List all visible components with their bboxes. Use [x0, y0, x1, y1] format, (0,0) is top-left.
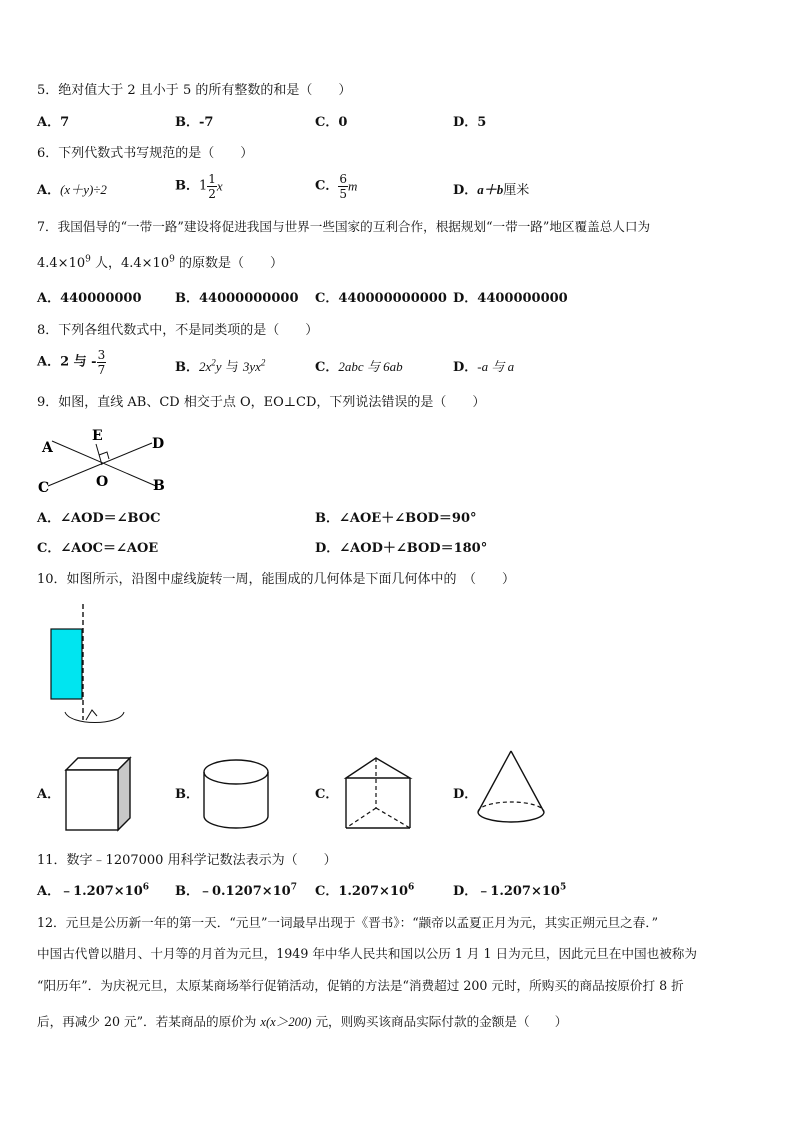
q8-b-term2: 3yx	[242, 359, 261, 374]
q11-d-text: D．﹣1.207×10	[453, 884, 560, 899]
label-c: C	[38, 480, 50, 496]
q11-c-exp: 6	[408, 882, 415, 893]
q7-option-d: D．4400000000	[453, 291, 568, 306]
q7-value-b: 人，4.4×10	[90, 256, 170, 271]
label-o: O	[96, 474, 109, 490]
q9-stem: 9．如图，直线 AB、CD 相交于点 O，EO⊥CD，下列说法错误的是（ ）	[37, 395, 486, 410]
q6-option-c-label: C．	[315, 178, 339, 194]
label-b: B	[153, 478, 165, 494]
q10-cone-shape	[474, 748, 548, 828]
q6-option-d-label: D．	[453, 183, 478, 198]
q8-b-exp1: 2	[211, 357, 216, 368]
q6-option-c-var: m	[348, 178, 358, 194]
q6-c-numerator: 6	[339, 172, 347, 186]
q6-option-a-label: A．	[37, 183, 61, 198]
q5-option-a: A．7	[37, 115, 70, 130]
q7-stem: 7．我国倡导的“一带一路”建设将促进我国与世界一些国家的互利合作，根据规划“一带一路”地区覆盖总人口为	[37, 219, 651, 234]
q6-option-b-fraction	[207, 172, 217, 201]
q8-option-d	[453, 358, 514, 377]
q10-rotation-figure	[40, 602, 130, 730]
q11-option-d	[453, 883, 566, 901]
q12-line3: “阳历年”．为庆祝元旦，太原某商场举行促销活动，促销的方法是“消费超过 200 元时，所购买的商品按原价打 8 折	[37, 978, 684, 993]
q6-b-denominator: 2	[208, 187, 216, 201]
q8-option-c-label: C．	[315, 360, 339, 375]
q7-option-b: B．44000000000	[175, 291, 299, 306]
q9-option-c: C．∠AOC＝∠AOE	[37, 541, 159, 556]
q8-a-denominator: 7	[97, 363, 106, 377]
q7-exp-a: 9	[85, 254, 91, 265]
label-e: E	[92, 428, 103, 444]
q6-stem: 6．下列代数式书写规范的是（ ）	[37, 146, 254, 161]
q10-cylinder-shape	[200, 756, 274, 832]
q10-cube-shape	[62, 754, 134, 832]
q8-option-d-label: D．	[453, 360, 478, 375]
q6-option-a	[37, 181, 107, 200]
q9-figure	[36, 422, 176, 498]
q8-option-c	[315, 358, 403, 377]
q10-option-b-label: B．	[175, 787, 199, 802]
q12-line4-expr: x(x＞200)	[260, 1015, 312, 1029]
q11-d-exp: 5	[559, 882, 567, 893]
q11-a-text: A．﹣1.207×10	[37, 884, 143, 899]
shaded-rectangle	[51, 629, 82, 699]
q8-b-exp2: 2	[260, 357, 266, 368]
q9-option-d: D．∠AOD＋∠BOD＝180°	[315, 541, 488, 556]
q6-option-b	[175, 172, 223, 208]
q10-option-d-label: D．	[453, 787, 478, 802]
q12-line2: 中国古代曾以腊月、十月等的月首为元旦，1949 年中华人民共和国以公历 1 月 1 日为元旦，因此元旦在中国也被称为	[37, 946, 697, 961]
q8-option-a-fraction	[97, 348, 107, 377]
q10-option-c-label: C．	[315, 787, 339, 802]
q12-line4-start: 后，再减少 20 元”．若某商品的原价为	[37, 1014, 261, 1029]
q5-option-b: B．-7	[175, 115, 214, 130]
q12-line4-end: 元，则购买该商品实际付款的金额是（ ）	[311, 1014, 568, 1029]
q8-option-c-expr: 2abc 与 6ab	[338, 359, 403, 374]
q11-stem: 11．数字﹣1207000 用科学记数法表示为（ ）	[37, 853, 337, 868]
q12-line1: 12．元旦是公历新一年的第一天．“元旦”一词最早出现于《晋书》：“颛帝以孟夏正月为元，其实正朔元旦之春．”	[37, 915, 659, 930]
q12-line4	[37, 1013, 567, 1031]
q7-value-a: 4.4×10	[37, 256, 86, 271]
q6-option-c	[315, 172, 357, 208]
q8-b-term1: 2x	[199, 359, 212, 374]
q11-a-exp: 6	[142, 882, 150, 893]
q6-option-d-expr: a＋b	[477, 182, 504, 197]
q8-option-b	[175, 358, 265, 377]
q8-option-a	[37, 348, 106, 384]
q5-stem: 5．绝对值大于 2 且小于 5 的所有整数的和是（ ）	[37, 83, 352, 98]
q8-b-and: 与	[221, 360, 243, 375]
q7-option-a: A．440000000	[37, 291, 142, 306]
q6-option-d	[453, 181, 529, 200]
q6-option-b-label: B．	[175, 178, 199, 194]
rotation-arrow-head	[86, 710, 97, 720]
q5-option-c: C．0	[315, 115, 348, 130]
q9-option-b: B．∠AOE＋∠BOD＝90°	[315, 511, 477, 526]
q5-option-d: D．5	[453, 115, 487, 130]
label-d: D	[152, 436, 165, 452]
q6-option-d-unit: 厘米	[503, 183, 530, 198]
q11-b-text: B．﹣0.1207×10	[175, 884, 291, 899]
q8-option-d-expr: -a 与 a	[477, 359, 515, 374]
q7-option-c: C．440000000000	[315, 291, 447, 306]
q10-option-a-label: A．	[37, 787, 61, 802]
q11-option-a	[37, 883, 149, 901]
q8-b-term1b: y	[215, 359, 222, 374]
q11-b-exp: 7	[290, 882, 297, 893]
q6-option-b-var: x	[216, 178, 223, 194]
q10-stem: 10．如图所示，沿图中虚线旋转一周，能围成的几何体是下面几何体中的 （ ）	[37, 572, 516, 587]
q8-option-b-label: B．	[175, 360, 199, 375]
q7-line2	[37, 255, 283, 273]
q11-option-c	[315, 883, 414, 901]
q8-a-numerator: 3	[97, 348, 106, 362]
q10-prism-shape	[340, 756, 416, 832]
q9-option-a: A．∠AOD＝∠BOC	[37, 511, 161, 526]
q8-stem: 8．下列各组代数式中，不是同类项的是（ ）	[37, 323, 319, 338]
q6-option-a-expr: (x＋y)÷2	[60, 182, 107, 197]
q6-c-denominator: 5	[339, 187, 347, 201]
q8-option-a-label: A．2 与 -	[37, 354, 97, 370]
q6-b-numerator: 1	[208, 172, 216, 186]
q11-option-b	[175, 883, 297, 901]
q7-exp-b: 9	[169, 254, 175, 265]
q6-option-b-whole: 1	[199, 178, 208, 194]
q11-c-text: C．1.207×10	[315, 884, 409, 899]
label-a: A	[42, 440, 53, 456]
q6-option-c-fraction	[338, 172, 348, 201]
q7-question-end: 的原数是（ ）	[174, 256, 283, 271]
